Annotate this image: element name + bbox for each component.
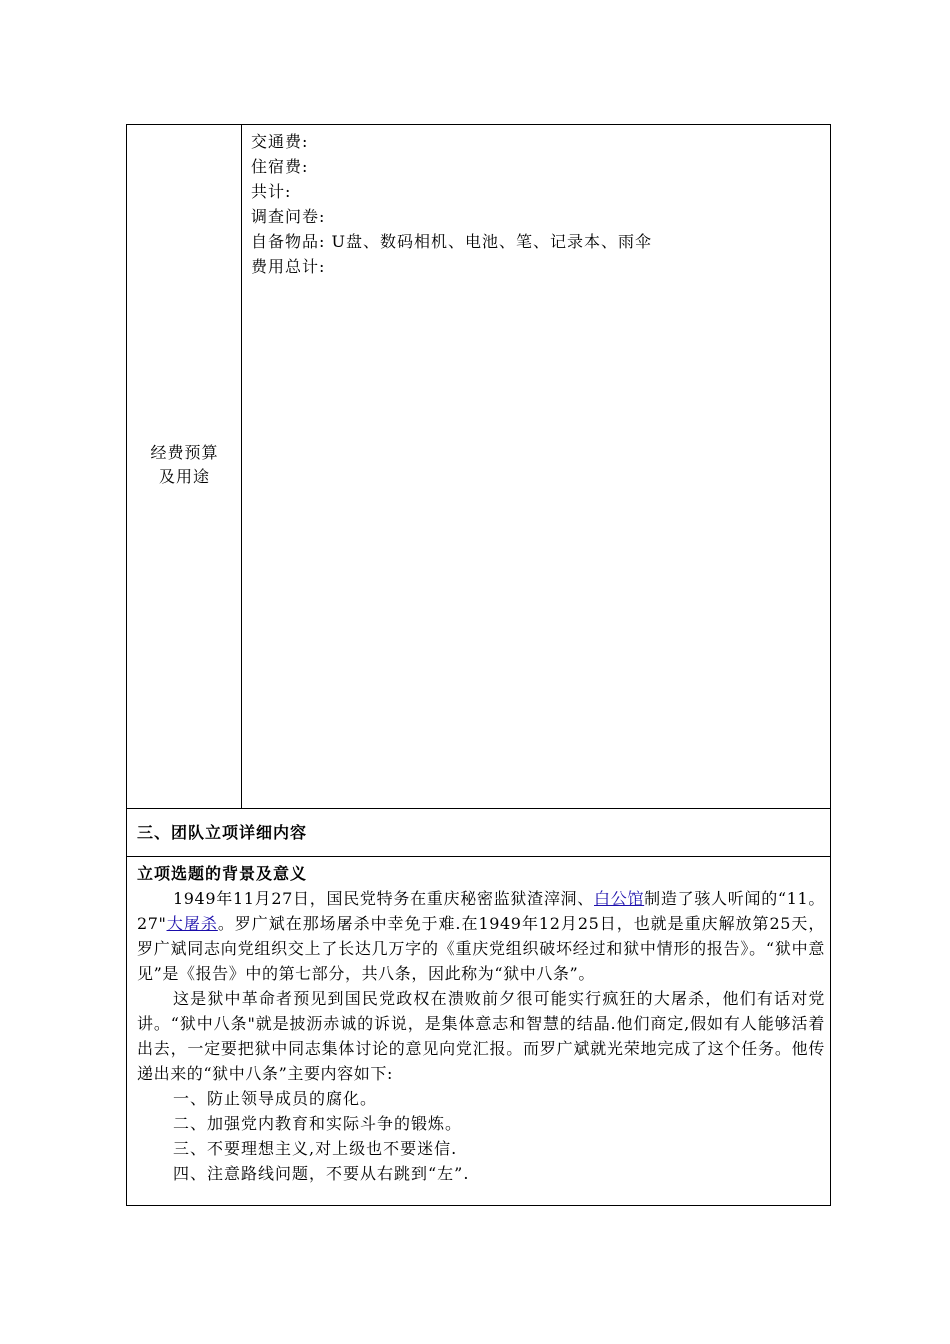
budget-questionnaire: 调查问卷: [251,207,326,226]
list-item: 一、防止领导成员的腐化。 [173,1089,378,1108]
list-item: 三、不要理想主义,对上级也不要迷信. [173,1139,458,1158]
budget-content [251,129,821,279]
baigongguan-link[interactable]: 白公馆 [594,889,645,908]
budget-lodging: 住宿费: [251,157,309,176]
list-item: 二、加强党内教育和实际斗争的锻炼。 [173,1114,463,1133]
paragraph-background [137,886,825,986]
project-table [126,124,831,1206]
budget-label-line1: 经费预算 [150,443,219,462]
section-title: 三、团队立项详细内容 [137,823,308,842]
section-header-row [127,808,830,857]
budget-subtotal: 共计: [251,182,292,201]
para1-text-3: 。罗广斌在那场屠杀中幸免于难.在1949年12月25日，也就是重庆解放第25天，罗广斌同志向党组织交上了长达几万字的《重庆党组织破坏经过和狱中情形的报告》。“狱中意见”是《报告》中的第七部分，共八条，因此称为“狱中八条”。 [137,914,825,983]
budget-total: 费用总计: [251,257,326,276]
budget-label [127,441,242,489]
massacre-link[interactable]: 大屠杀 [166,914,218,933]
budget-label-line2: 及用途 [158,467,210,486]
budget-supplies: 自备物品: U盘、数码相机、电池、笔、记录本、雨伞 [251,232,652,251]
detail-content [137,861,825,1186]
para1-text-2: 制造了骇人听闻的“11。27" [137,889,825,933]
list-item: 四、注意路线问题，不要从右跳到“左”. [173,1164,470,1183]
budget-label-cell [127,125,242,808]
paragraph-significance: 这是狱中革命者预见到国民党政权在溃败前夕很可能实行疯狂的大屠杀，他们有话对党讲。“狱中八条"就是披沥赤诚的诉说，是集体意志和智慧的结晶.他们商定,假如有人能够活着出去，一定要把狱中同志集体讨论的意见向党汇报。而罗广斌就光荣地完成了这个任务。他传递出来的“狱中八条”主要内容如下: [137,989,825,1083]
para1-text-1: 1949年11月27日，国民党特务在重庆秘密监狱渣滓洞、 [173,889,594,908]
budget-transport: 交通费: [251,132,309,151]
detail-heading: 立项选题的背景及意义 [137,864,308,883]
